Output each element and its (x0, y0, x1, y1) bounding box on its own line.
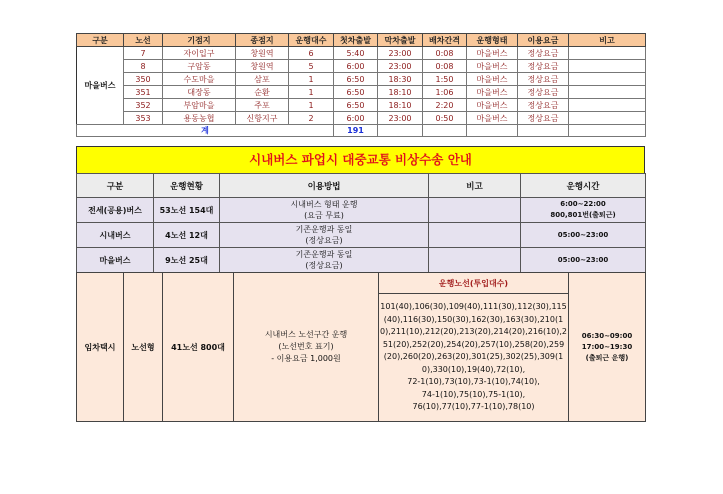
cell: 마을버스 (467, 47, 518, 60)
method-line: 시내버스 노선구간 운행 (264, 330, 348, 339)
status: 53노선 154대 (154, 198, 220, 223)
table-header (77, 174, 646, 198)
table-row (77, 47, 646, 60)
cell: 부암마을 (163, 99, 236, 112)
note (569, 60, 646, 73)
taxi-table (76, 272, 646, 422)
cell: 창원역 (236, 47, 289, 60)
table-row (77, 248, 646, 273)
cell: 2 (289, 112, 334, 125)
taxi-row (77, 273, 646, 294)
header-cell: 노선 (124, 34, 163, 47)
table-row (77, 73, 646, 86)
banner-title: 시내버스 파업시 대중교통 비상수송 안내 (76, 146, 645, 174)
cell: 정상요금 (518, 86, 569, 99)
method-line: - 이용요금 1,000원 (271, 354, 341, 363)
cell: 0:08 (423, 47, 467, 60)
cell: 마을버스 (467, 86, 518, 99)
time-line: 6:00~22:00 (560, 200, 606, 208)
time-line: (출퇴근 운행) (585, 353, 629, 362)
status: 41노선 800대 (163, 273, 234, 422)
cell: 자이입구 (163, 47, 236, 60)
routes-list (379, 294, 569, 422)
cell: 창원역 (236, 60, 289, 73)
cell: 정상요금 (518, 99, 569, 112)
cell: 5 (289, 60, 334, 73)
cell: 23:00 (378, 60, 423, 73)
cell: 대장동 (163, 86, 236, 99)
cell: 주포 (236, 99, 289, 112)
cell: 1:50 (423, 73, 467, 86)
cell: 6:50 (334, 86, 378, 99)
cell: 정상요금 (518, 73, 569, 86)
routes-text: 101(40),106(30),109(40),111(30),112(30),115(40),116(30),150(30),162(30),163(30),210(10),211(10),212(20),213(20),214(20),216(10),251(20),252(20),254(20),257(10),258(20),259(20),260(20),263(20),301(25),302(25),309(10),330(10),19(40),72(10), (380, 302, 568, 374)
total-value: 191 (334, 125, 378, 137)
method-line: (노선번호 표기) (278, 342, 334, 351)
table-row (77, 86, 646, 99)
header-cell: 운행형태 (467, 34, 518, 47)
note (569, 86, 646, 99)
routes-header: 운행노선(투입대수) (379, 273, 569, 294)
cell: 18:30 (378, 73, 423, 86)
cell: 6:00 (334, 112, 378, 125)
total-label: 계 (77, 125, 334, 137)
table-row (77, 60, 646, 73)
method (220, 248, 429, 273)
cell: 6:50 (334, 99, 378, 112)
status: 4노선 12대 (154, 223, 220, 248)
type: 전세(공용)버스 (77, 198, 154, 223)
note (569, 112, 646, 125)
cell: 마을버스 (467, 99, 518, 112)
cell: 2:20 (423, 99, 467, 112)
cell: 정상요금 (518, 112, 569, 125)
cell: 23:00 (378, 112, 423, 125)
note (429, 248, 521, 273)
subtype: 노선형 (124, 273, 163, 422)
table-row (77, 223, 646, 248)
header-cell: 기점지 (163, 34, 236, 47)
type: 임차택시 (77, 273, 124, 422)
cell: 1 (289, 86, 334, 99)
time (521, 198, 646, 223)
cell: 350 (124, 73, 163, 86)
table-row (77, 112, 646, 125)
method-line: 기존운행과 동일 (295, 250, 353, 259)
village-bus-table (76, 33, 646, 137)
header-cell: 운행시간 (521, 174, 646, 198)
routes-text: 76(10),77(10),77-1(10),78(10) (412, 402, 535, 412)
header-cell: 이용요금 (518, 34, 569, 47)
cell: 18:10 (378, 99, 423, 112)
method-line: 시내버스 형태 운행 (290, 200, 358, 209)
cell: 마을버스 (467, 112, 518, 125)
time-line: 800,801번(출퇴근) (550, 211, 616, 219)
total-row (77, 125, 646, 137)
table-header (77, 34, 646, 47)
type: 마을버스 (77, 248, 154, 273)
cell: 6 (289, 47, 334, 60)
cell: 1:06 (423, 86, 467, 99)
method-line: (정상요금) (305, 236, 343, 245)
cell: 8 (124, 60, 163, 73)
note (569, 73, 646, 86)
cell: 마을버스 (467, 60, 518, 73)
cell: 정상요금 (518, 60, 569, 73)
cell: 7 (124, 47, 163, 60)
emergency-guide-table (76, 173, 646, 273)
method-line: 기존운행과 동일 (295, 225, 353, 234)
header-cell: 비고 (429, 174, 521, 198)
cell: 352 (124, 99, 163, 112)
cell: 1 (289, 99, 334, 112)
cell: 6:50 (334, 73, 378, 86)
method (220, 198, 429, 223)
time-line: 17:00~19:30 (581, 342, 633, 351)
cell: 6:00 (334, 60, 378, 73)
header-cell: 막차출발 (378, 34, 423, 47)
header-cell: 운행현황 (154, 174, 220, 198)
cell: 1 (289, 73, 334, 86)
note (569, 99, 646, 112)
cell: 351 (124, 86, 163, 99)
cell: 삼포 (236, 73, 289, 86)
header-cell: 운행대수 (289, 34, 334, 47)
header-cell: 구분 (77, 174, 154, 198)
cell: 5:40 (334, 47, 378, 60)
method (220, 223, 429, 248)
routes-text: 74-1(10),75(10),75-1(10), (421, 389, 526, 399)
header-cell: 배차간격 (423, 34, 467, 47)
note (429, 198, 521, 223)
note (429, 223, 521, 248)
cell: 0:50 (423, 112, 467, 125)
cell: 수도마을 (163, 73, 236, 86)
cell: 23:00 (378, 47, 423, 60)
cell: 정상요금 (518, 47, 569, 60)
method (234, 273, 379, 422)
time (569, 273, 646, 422)
header-cell: 비고 (569, 34, 646, 47)
cell: 순환 (236, 86, 289, 99)
method-line: (정상요금) (305, 261, 343, 270)
header-cell: 첫차출발 (334, 34, 378, 47)
cell: 구암동 (163, 60, 236, 73)
header-cell: 이용방법 (220, 174, 429, 198)
cell: 마을버스 (467, 73, 518, 86)
time-line: 06:30~09:00 (581, 331, 633, 340)
type: 시내버스 (77, 223, 154, 248)
header-cell: 구분 (77, 34, 124, 47)
note (569, 47, 646, 60)
routes-text: 72-1(10),73(10),73-1(10),74(10), (407, 377, 540, 387)
cell: 신항지구 (236, 112, 289, 125)
cell: 18:10 (378, 86, 423, 99)
table-row (77, 198, 646, 223)
time: 05:00~23:00 (521, 248, 646, 273)
category: 마을버스 (77, 47, 124, 125)
cell: 353 (124, 112, 163, 125)
table-row (77, 99, 646, 112)
cell: 0:08 (423, 60, 467, 73)
method-line: (요금 무료) (304, 211, 344, 220)
time: 05:00~23:00 (521, 223, 646, 248)
header-cell: 종점지 (236, 34, 289, 47)
status: 9노선 25대 (154, 248, 220, 273)
cell: 용동농협 (163, 112, 236, 125)
